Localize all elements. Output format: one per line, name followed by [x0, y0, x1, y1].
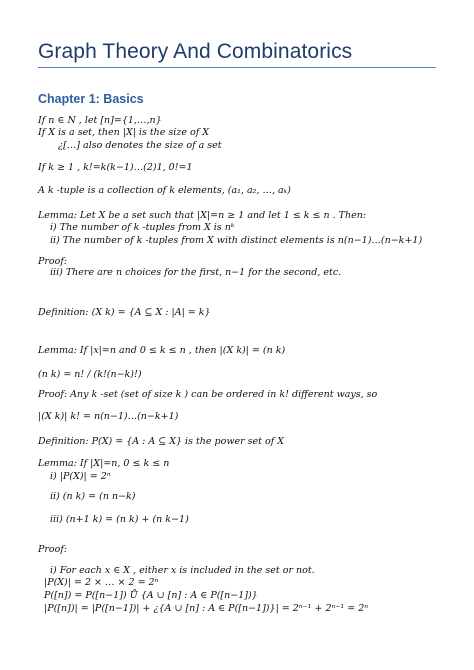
page-title: Graph Theory And Combinatorics: [38, 40, 353, 63]
definition-binomial: Definition: (X k) = {A ⊆ X : |A| = k}: [38, 307, 211, 318]
proof-label-3: Proof:: [38, 544, 68, 555]
proof-3-eq-1: |P(X)| = 2 × … × 2 = 2ⁿ: [44, 577, 159, 588]
chapter-heading: Chapter 1: Basics: [38, 92, 144, 106]
proof-1-iii: iii) There are n choices for the first, n−1 for the second, etc.: [50, 267, 342, 278]
lemma-3-iii: iii) (n+1 k) = (n k) + (n k−1): [50, 514, 189, 525]
proof-2-equation: |(X k)| k! = n(n−1)…(n−k+1): [38, 411, 179, 422]
line-k-tuple: A k -tuple is a collection of k elements, (a₁, a₂, …, aₖ): [38, 185, 291, 196]
line-notation-n: If n ∈ N , let [n]={1,…,n}: [38, 115, 162, 126]
lemma-1-ii: ii) The number of k -tuples from X with distinct elements is n(n−1)…(n−k+1): [50, 235, 423, 246]
line-set-size: If X is a set, then |X| is the size of X: [38, 127, 210, 138]
proof-2: Proof: Any k -set (set of size k ) can be ordered in k! different ways, so: [38, 389, 378, 400]
lemma-1: Lemma: Let X be a set such that |X|=n ≥ 1 and let 1 ≤ k ≤ n . Then:: [38, 210, 367, 221]
proof-3-eq-2: P([n]) = P([n−1]) Ů {A ∪ [n] : A ∈ P([n−1])}: [44, 590, 258, 601]
definition-power-set: Definition: P(X) = {A : A ⊆ X} is the power set of X: [38, 436, 285, 447]
lemma-3-i: i) |P(X)| = 2ⁿ: [50, 471, 111, 482]
proof-label-1: Proof:: [38, 256, 68, 267]
lemma-1-i: i) The number of k -tuples from X is nᵏ: [50, 222, 235, 233]
proof-3-eq-3: |P([n])| = |P([n−1])| + ¿{A ∪ [n] : A ∈ P([n−1])}| = 2ⁿ⁻¹ + 2ⁿ⁻¹ = 2ⁿ: [44, 603, 369, 614]
line-size-alt: ¿[…] also denotes the size of a set: [58, 140, 222, 151]
line-factorial: If k ≥ 1 , k!=k(k−1)…(2)1, 0!=1: [38, 162, 193, 173]
lemma-3-ii: ii) (n k) = (n n−k): [50, 491, 136, 502]
proof-3-i: i) For each x ∈ X , either x is included in the set or not.: [50, 565, 315, 576]
lemma-3: Lemma: If |X|=n, 0 ≤ k ≤ n: [38, 458, 170, 469]
lemma-2: Lemma: If |x|=n and 0 ≤ k ≤ n , then |(X k)| = (n k): [38, 345, 286, 356]
title-underline: [38, 67, 436, 68]
binomial-formula: (n k) = n! / (k!(n−k)!): [38, 369, 142, 380]
